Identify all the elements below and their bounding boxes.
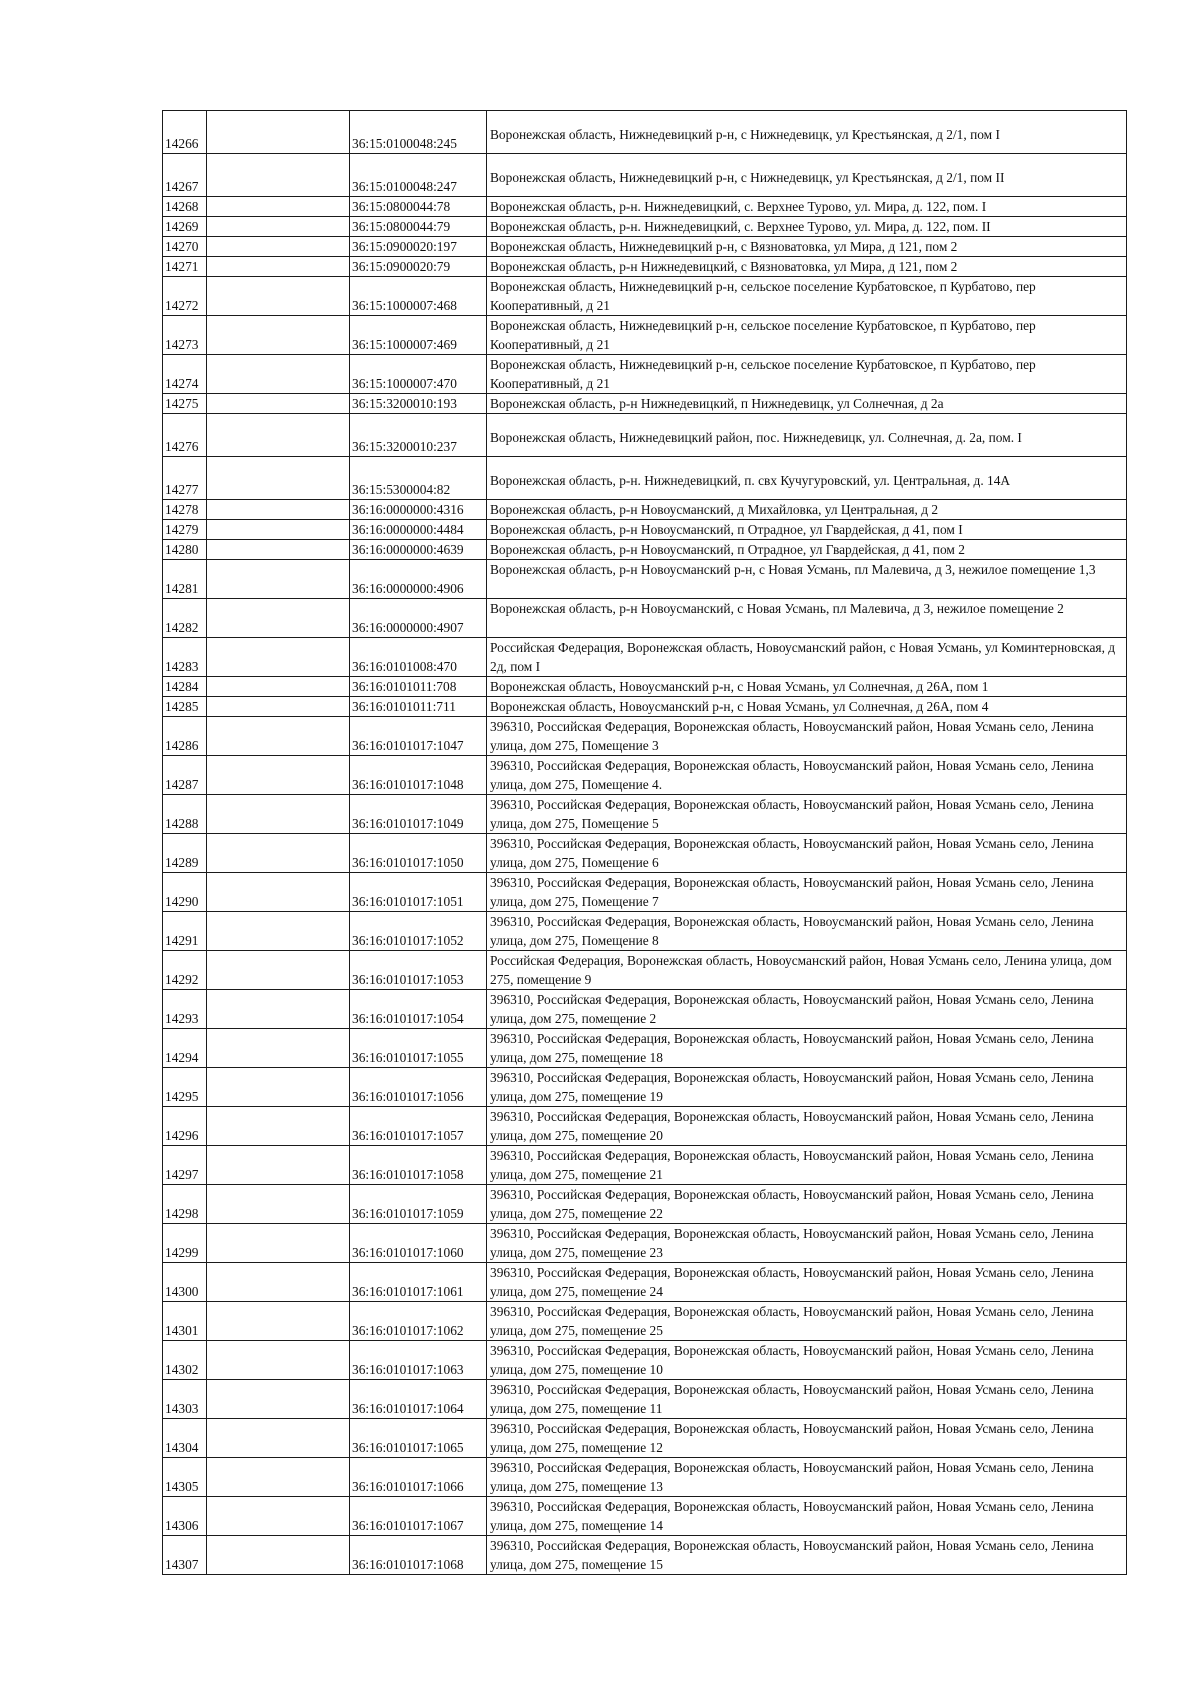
- empty-cell: [207, 217, 350, 237]
- address-cell: Российская Федерация, Воронежская область, Новоусманский район, Новая Усмань село, Ленина улица, дом 275, помещение 9: [487, 951, 1127, 990]
- row-number-cell: 14304: [163, 1419, 207, 1458]
- cadastral-number-cell: 36:15:0800044:79: [350, 217, 487, 237]
- row-number-cell: 14277: [163, 457, 207, 500]
- cadastral-number-cell: 36:16:0101017:1055: [350, 1029, 487, 1068]
- empty-cell: [207, 990, 350, 1029]
- cadastral-number-cell: 36:16:0000000:4906: [350, 560, 487, 599]
- table-row: [163, 795, 1127, 834]
- address-cell: 396310, Российская Федерация, Воронежская область, Новоусманский район, Новая Усмань село, Ленина улица, дом 275, помещение 15: [487, 1536, 1127, 1575]
- row-number-cell: 14300: [163, 1263, 207, 1302]
- row-number-cell: 14292: [163, 951, 207, 990]
- table-row: [163, 834, 1127, 873]
- cadastral-number-cell: 36:16:0101017:1056: [350, 1068, 487, 1107]
- table-row: [163, 1107, 1127, 1146]
- table-row: [163, 717, 1127, 756]
- row-number-cell: 14307: [163, 1536, 207, 1575]
- table-row: [163, 540, 1127, 560]
- table-row: [163, 197, 1127, 217]
- cadastral-number-cell: 36:16:0101017:1052: [350, 912, 487, 951]
- cadastral-number-cell: 36:16:0000000:4907: [350, 599, 487, 638]
- table-row: [163, 1419, 1127, 1458]
- empty-cell: [207, 1302, 350, 1341]
- table-row: [163, 1224, 1127, 1263]
- empty-cell: [207, 834, 350, 873]
- row-number-cell: 14269: [163, 217, 207, 237]
- table-row: [163, 599, 1127, 638]
- cadastral-number-cell: 36:16:0101017:1051: [350, 873, 487, 912]
- cadastral-number-cell: 36:15:0900020:79: [350, 257, 487, 277]
- table-row: [163, 394, 1127, 414]
- registry-table-body: [163, 111, 1127, 1575]
- row-number-cell: 14298: [163, 1185, 207, 1224]
- row-number-cell: 14275: [163, 394, 207, 414]
- cadastral-number-cell: 36:16:0000000:4316: [350, 500, 487, 520]
- row-number-cell: 14302: [163, 1341, 207, 1380]
- row-number-cell: 14291: [163, 912, 207, 951]
- row-number-cell: 14274: [163, 355, 207, 394]
- row-number-cell: 14293: [163, 990, 207, 1029]
- empty-cell: [207, 394, 350, 414]
- table-row: [163, 1380, 1127, 1419]
- row-number-cell: 14282: [163, 599, 207, 638]
- table-row: [163, 277, 1127, 316]
- address-cell: Воронежская область, р-н Нижнедевицкий, п Нижнедевицк, ул Солнечная, д 2а: [487, 394, 1127, 414]
- empty-cell: [207, 1380, 350, 1419]
- table-row: [163, 1302, 1127, 1341]
- row-number-cell: 14290: [163, 873, 207, 912]
- cadastral-number-cell: 36:16:0101017:1068: [350, 1536, 487, 1575]
- cadastral-number-cell: 36:16:0101017:1050: [350, 834, 487, 873]
- table-row: [163, 1146, 1127, 1185]
- cadastral-number-cell: 36:16:0101017:1057: [350, 1107, 487, 1146]
- table-row: [163, 1341, 1127, 1380]
- address-cell: 396310, Российская Федерация, Воронежская область, Новоусманский район, Новая Усмань село, Ленина улица, дом 275, помещение 12: [487, 1419, 1127, 1458]
- address-cell: Воронежская область, Нижнедевицкий р-н, с Нижнедевицк, ул Крестьянская, д 2/1, пом I: [487, 111, 1127, 154]
- empty-cell: [207, 540, 350, 560]
- address-cell: Воронежская область, Нижнедевицкий р-н, сельское поселение Курбатовское, п Курбатово, пер Кооперативный, д 21: [487, 277, 1127, 316]
- address-cell: Воронежская область, Нижнедевицкий р-н, сельское поселение Курбатовское, п Курбатово, пер Кооперативный, д 21: [487, 355, 1127, 394]
- address-cell: 396310, Российская Федерация, Воронежская область, Новоусманский район, Новая Усмань село, Ленина улица, дом 275, помещение 11: [487, 1380, 1127, 1419]
- address-cell: Воронежская область, Нижнедевицкий р-н, с Вязноватовка, ул Мира, д 121, пом 2: [487, 237, 1127, 257]
- row-number-cell: 14272: [163, 277, 207, 316]
- empty-cell: [207, 197, 350, 217]
- cadastral-number-cell: 36:16:0101017:1049: [350, 795, 487, 834]
- address-cell: 396310, Российская Федерация, Воронежская область, Новоусманский район, Новая Усмань село, Ленина улица, дом 275, Помещение 5: [487, 795, 1127, 834]
- row-number-cell: 14301: [163, 1302, 207, 1341]
- address-cell: Воронежская область, р-н Новоусманский, с Новая Усмань, пл Малевича, д 3, нежилое помещение 2: [487, 599, 1127, 638]
- table-row: [163, 560, 1127, 599]
- empty-cell: [207, 1497, 350, 1536]
- table-row: [163, 1263, 1127, 1302]
- empty-cell: [207, 1029, 350, 1068]
- empty-cell: [207, 237, 350, 257]
- table-row: [163, 990, 1127, 1029]
- row-number-cell: 14303: [163, 1380, 207, 1419]
- row-number-cell: 14295: [163, 1068, 207, 1107]
- address-cell: Воронежская область, Новоусманский р-н, с Новая Усмань, ул Солнечная, д 26А, пом 1: [487, 677, 1127, 697]
- empty-cell: [207, 1224, 350, 1263]
- table-row: [163, 638, 1127, 677]
- address-cell: Воронежская область, р-н Новоусманский р-н, с Новая Усмань, пл Малевича, д 3, нежилое помещение 1,3: [487, 560, 1127, 599]
- row-number-cell: 14285: [163, 697, 207, 717]
- table-row: [163, 520, 1127, 540]
- empty-cell: [207, 951, 350, 990]
- table-row: [163, 1185, 1127, 1224]
- address-cell: Воронежская область, р-н. Нижнедевицкий, с. Верхнее Турово, ул. Мира, д. 122, пом. II: [487, 217, 1127, 237]
- address-cell: Воронежская область, р-н Новоусманский, п Отрадное, ул Гвардейская, д 41, пом I: [487, 520, 1127, 540]
- table-row: [163, 756, 1127, 795]
- empty-cell: [207, 355, 350, 394]
- table-row: [163, 316, 1127, 355]
- address-cell: 396310, Российская Федерация, Воронежская область, Новоусманский район, Новая Усмань село, Ленина улица, дом 275, помещение 23: [487, 1224, 1127, 1263]
- empty-cell: [207, 1185, 350, 1224]
- row-number-cell: 14305: [163, 1458, 207, 1497]
- empty-cell: [207, 717, 350, 756]
- empty-cell: [207, 1146, 350, 1185]
- cadastral-number-cell: 36:15:0800044:78: [350, 197, 487, 217]
- cadastral-number-cell: 36:16:0101017:1060: [350, 1224, 487, 1263]
- table-row: [163, 873, 1127, 912]
- empty-cell: [207, 316, 350, 355]
- cadastral-number-cell: 36:16:0101017:1058: [350, 1146, 487, 1185]
- address-cell: Воронежская область, Нижнедевицкий район, пос. Нижнедевицк, ул. Солнечная, д. 2а, пом. I: [487, 414, 1127, 457]
- row-number-cell: 14286: [163, 717, 207, 756]
- row-number-cell: 14279: [163, 520, 207, 540]
- address-cell: 396310, Российская Федерация, Воронежская область, Новоусманский район, Новая Усмань село, Ленина улица, дом 275, помещение 10: [487, 1341, 1127, 1380]
- address-cell: 396310, Российская Федерация, Воронежская область, Новоусманский район, Новая Усмань село, Ленина улица, дом 275, Помещение 6: [487, 834, 1127, 873]
- table-row: [163, 355, 1127, 394]
- cadastral-number-cell: 36:16:0000000:4639: [350, 540, 487, 560]
- row-number-cell: 14299: [163, 1224, 207, 1263]
- address-cell: Воронежская область, Новоусманский р-н, с Новая Усмань, ул Солнечная, д 26А, пом 4: [487, 697, 1127, 717]
- empty-cell: [207, 795, 350, 834]
- table-row: [163, 697, 1127, 717]
- address-cell: 396310, Российская Федерация, Воронежская область, Новоусманский район, Новая Усмань село, Ленина улица, дом 275, Помещение 4.: [487, 756, 1127, 795]
- empty-cell: [207, 912, 350, 951]
- empty-cell: [207, 457, 350, 500]
- address-cell: Воронежская область, Нижнедевицкий р-н, сельское поселение Курбатовское, п Курбатово, пер Кооперативный, д 21: [487, 316, 1127, 355]
- address-cell: Воронежская область, р-н Новоусманский, п Отрадное, ул Гвардейская, д 41, пом 2: [487, 540, 1127, 560]
- address-cell: Воронежская область, р-н Нижнедевицкий, с Вязноватовка, ул Мира, д 121, пом 2: [487, 257, 1127, 277]
- row-number-cell: 14271: [163, 257, 207, 277]
- table-row: [163, 237, 1127, 257]
- empty-cell: [207, 677, 350, 697]
- address-cell: 396310, Российская Федерация, Воронежская область, Новоусманский район, Новая Усмань село, Ленина улица, дом 275, помещение 21: [487, 1146, 1127, 1185]
- cadastral-number-cell: 36:15:1000007:470: [350, 355, 487, 394]
- empty-cell: [207, 257, 350, 277]
- address-cell: Российская Федерация, Воронежская область, Новоусманский район, с Новая Усмань, ул Коминтерновская, д 2д, пом I: [487, 638, 1127, 677]
- row-number-cell: 14276: [163, 414, 207, 457]
- address-cell: 396310, Российская Федерация, Воронежская область, Новоусманский район, Новая Усмань село, Ленина улица, дом 275, Помещение 7: [487, 873, 1127, 912]
- cadastral-number-cell: 36:16:0101017:1067: [350, 1497, 487, 1536]
- empty-cell: [207, 697, 350, 717]
- cadastral-number-cell: 36:16:0101011:708: [350, 677, 487, 697]
- empty-cell: [207, 1341, 350, 1380]
- address-cell: 396310, Российская Федерация, Воронежская область, Новоусманский район, Новая Усмань село, Ленина улица, дом 275, Помещение 3: [487, 717, 1127, 756]
- table-row: [163, 1029, 1127, 1068]
- cadastral-number-cell: 36:16:0101017:1065: [350, 1419, 487, 1458]
- empty-cell: [207, 277, 350, 316]
- cadastral-number-cell: 36:15:3200010:237: [350, 414, 487, 457]
- empty-cell: [207, 500, 350, 520]
- empty-cell: [207, 1536, 350, 1575]
- cadastral-number-cell: 36:16:0101017:1063: [350, 1341, 487, 1380]
- empty-cell: [207, 1458, 350, 1497]
- table-row: [163, 1536, 1127, 1575]
- row-number-cell: 14270: [163, 237, 207, 257]
- table-row: [163, 217, 1127, 237]
- row-number-cell: 14284: [163, 677, 207, 697]
- cadastral-number-cell: 36:15:0900020:197: [350, 237, 487, 257]
- cadastral-number-cell: 36:15:5300004:82: [350, 457, 487, 500]
- address-cell: 396310, Российская Федерация, Воронежская область, Новоусманский район, Новая Усмань село, Ленина улица, дом 275, помещение 24: [487, 1263, 1127, 1302]
- empty-cell: [207, 560, 350, 599]
- table-row: [163, 951, 1127, 990]
- table-row: [163, 500, 1127, 520]
- address-cell: 396310, Российская Федерация, Воронежская область, Новоусманский район, Новая Усмань село, Ленина улица, дом 275, помещение 18: [487, 1029, 1127, 1068]
- cadastral-number-cell: 36:16:0101017:1059: [350, 1185, 487, 1224]
- empty-cell: [207, 599, 350, 638]
- address-cell: 396310, Российская Федерация, Воронежская область, Новоусманский район, Новая Усмань село, Ленина улица, дом 275, помещение 14: [487, 1497, 1127, 1536]
- row-number-cell: 14266: [163, 111, 207, 154]
- cadastral-number-cell: 36:16:0101017:1047: [350, 717, 487, 756]
- address-cell: 396310, Российская Федерация, Воронежская область, Новоусманский район, Новая Усмань село, Ленина улица, дом 275, помещение 20: [487, 1107, 1127, 1146]
- empty-cell: [207, 1107, 350, 1146]
- cadastral-number-cell: 36:16:0101011:711: [350, 697, 487, 717]
- address-cell: 396310, Российская Федерация, Воронежская область, Новоусманский район, Новая Усмань село, Ленина улица, дом 275, помещение 22: [487, 1185, 1127, 1224]
- empty-cell: [207, 873, 350, 912]
- address-cell: Воронежская область, Нижнедевицкий р-н, с Нижнедевицк, ул Крестьянская, д 2/1, пом II: [487, 154, 1127, 197]
- cadastral-number-cell: 36:15:3200010:193: [350, 394, 487, 414]
- empty-cell: [207, 1419, 350, 1458]
- cadastral-number-cell: 36:16:0101017:1066: [350, 1458, 487, 1497]
- row-number-cell: 14273: [163, 316, 207, 355]
- row-number-cell: 14280: [163, 540, 207, 560]
- row-number-cell: 14297: [163, 1146, 207, 1185]
- address-cell: 396310, Российская Федерация, Воронежская область, Новоусманский район, Новая Усмань село, Ленина улица, дом 275, помещение 2: [487, 990, 1127, 1029]
- address-cell: 396310, Российская Федерация, Воронежская область, Новоусманский район, Новая Усмань село, Ленина улица, дом 275, Помещение 8: [487, 912, 1127, 951]
- row-number-cell: 14281: [163, 560, 207, 599]
- table-row: [163, 677, 1127, 697]
- cadastral-number-cell: 36:16:0101017:1048: [350, 756, 487, 795]
- empty-cell: [207, 111, 350, 154]
- row-number-cell: 14289: [163, 834, 207, 873]
- table-row: [163, 1497, 1127, 1536]
- cadastral-number-cell: 36:16:0101008:470: [350, 638, 487, 677]
- cadastral-number-cell: 36:16:0101017:1062: [350, 1302, 487, 1341]
- address-cell: 396310, Российская Федерация, Воронежская область, Новоусманский район, Новая Усмань село, Ленина улица, дом 275, помещение 13: [487, 1458, 1127, 1497]
- cadastral-number-cell: 36:15:0100048:245: [350, 111, 487, 154]
- address-cell: Воронежская область, р-н. Нижнедевицкий, с. Верхнее Турово, ул. Мира, д. 122, пом. I: [487, 197, 1127, 217]
- empty-cell: [207, 414, 350, 457]
- table-row: [163, 111, 1127, 154]
- empty-cell: [207, 520, 350, 540]
- empty-cell: [207, 154, 350, 197]
- cadastral-number-cell: 36:15:1000007:469: [350, 316, 487, 355]
- table-row: [163, 154, 1127, 197]
- table-row: [163, 1068, 1127, 1107]
- empty-cell: [207, 638, 350, 677]
- table-row: [163, 457, 1127, 500]
- empty-cell: [207, 1068, 350, 1107]
- registry-table: [162, 110, 1127, 1575]
- cadastral-number-cell: 36:16:0101017:1054: [350, 990, 487, 1029]
- address-cell: 396310, Российская Федерация, Воронежская область, Новоусманский район, Новая Усмань село, Ленина улица, дом 275, помещение 19: [487, 1068, 1127, 1107]
- empty-cell: [207, 1263, 350, 1302]
- cadastral-number-cell: 36:16:0101017:1053: [350, 951, 487, 990]
- row-number-cell: 14278: [163, 500, 207, 520]
- address-cell: 396310, Российская Федерация, Воронежская область, Новоусманский район, Новая Усмань село, Ленина улица, дом 275, помещение 25: [487, 1302, 1127, 1341]
- address-cell: Воронежская область, р-н. Нижнедевицкий, п. свх Кучугуровский, ул. Центральная, д. 14А: [487, 457, 1127, 500]
- table-row: [163, 414, 1127, 457]
- table-row: [163, 1458, 1127, 1497]
- table-row: [163, 912, 1127, 951]
- cadastral-number-cell: 36:16:0101017:1061: [350, 1263, 487, 1302]
- row-number-cell: 14283: [163, 638, 207, 677]
- row-number-cell: 14267: [163, 154, 207, 197]
- table-row: [163, 257, 1127, 277]
- cadastral-number-cell: 36:16:0101017:1064: [350, 1380, 487, 1419]
- cadastral-number-cell: 36:15:1000007:468: [350, 277, 487, 316]
- address-cell: Воронежская область, р-н Новоусманский, д Михайловка, ул Центральная, д 2: [487, 500, 1127, 520]
- row-number-cell: 14268: [163, 197, 207, 217]
- row-number-cell: 14294: [163, 1029, 207, 1068]
- row-number-cell: 14288: [163, 795, 207, 834]
- row-number-cell: 14287: [163, 756, 207, 795]
- empty-cell: [207, 756, 350, 795]
- row-number-cell: 14306: [163, 1497, 207, 1536]
- cadastral-number-cell: 36:15:0100048:247: [350, 154, 487, 197]
- row-number-cell: 14296: [163, 1107, 207, 1146]
- cadastral-number-cell: 36:16:0000000:4484: [350, 520, 487, 540]
